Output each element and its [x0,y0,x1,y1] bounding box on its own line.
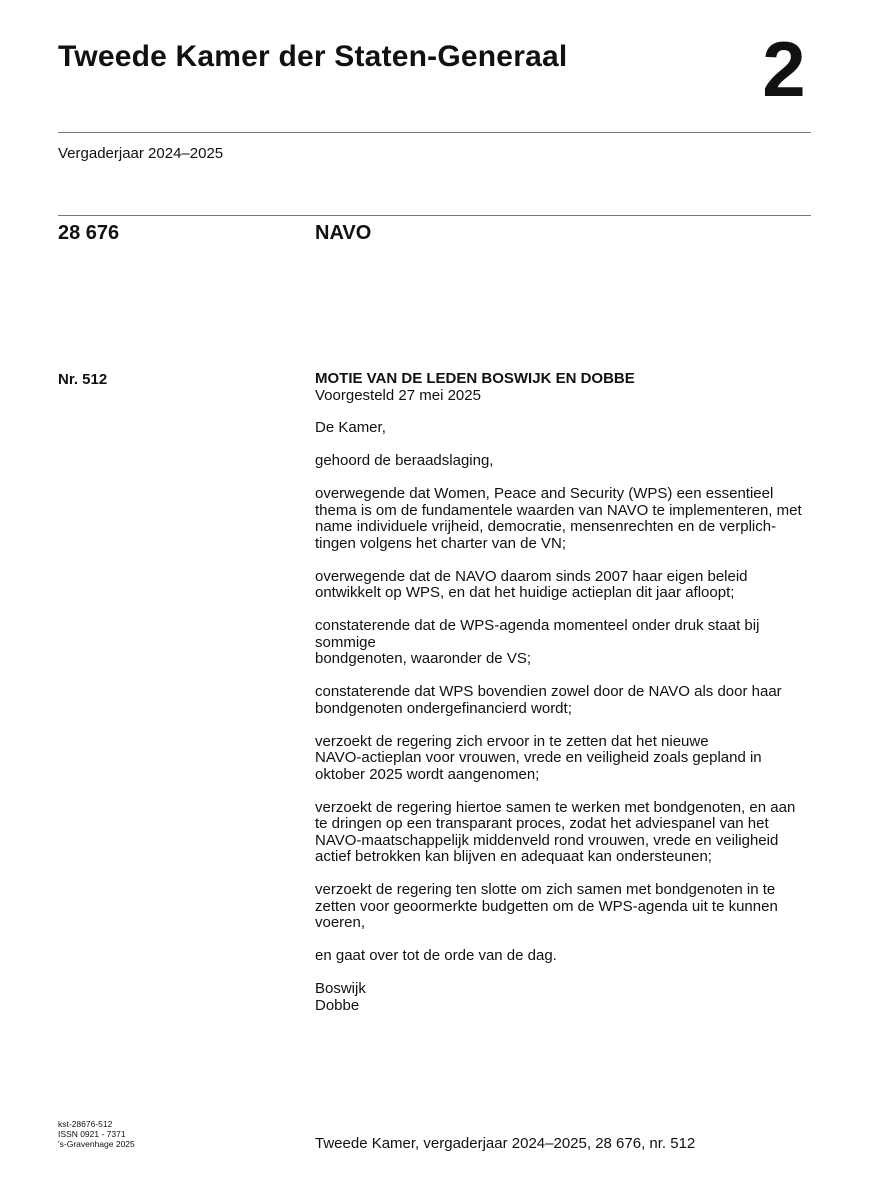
paragraph-line: tingen volgens het charter van de VN; [315,534,566,552]
paragraph-line: NAVO-maatschappelijk middenveld rond vrouwen, vrede en veiligheid [315,831,779,849]
divider-dossier [58,215,811,216]
paragraph-line: gehoord de beraadslaging, [315,452,494,469]
signatory-name: Dobbe [315,996,360,1014]
session-year: Vergaderjaar 2024–2025 [58,145,224,162]
motion-paragraph [315,684,811,717]
colophon-line: kst-28676-512 [58,1119,113,1129]
paragraph-line: constaterende dat de WPS-agenda momenteel onder druk staat bij [315,617,760,634]
dossier-number: 28 676 [58,222,120,244]
motion-signatories [315,981,811,1014]
signatory-name: Boswijk [315,980,366,997]
item-number: Nr. 512 [58,371,108,388]
paragraph-line: voeren, [315,914,366,931]
paragraph-line: NAVO-actieplan voor vrouwen, vrede en veiligheid zoals gepland in [315,749,762,766]
motion-paragraph [315,734,811,784]
paragraph-line: zetten voor geoormerkte budgetten om de WPS-agenda uit te kunnen [315,897,778,915]
paragraph-line: overwegende dat Women, Peace and Security (WPS) een essentieel [315,485,774,502]
paragraph-line: te dringen op een transparant proces, zodat het adviespanel van het [315,815,769,832]
paragraph-line: thema is om de fundamentele waarden van NAVO te implementeren, met [315,501,802,519]
paragraph-line: overwegende dat de NAVO daarom sinds 2007 haar eigen beleid [315,567,748,585]
motion-paragraph [315,453,811,470]
paragraph-line: name individuele vrijheid, democratie, mensenrechten en de verplich- [315,518,777,535]
paragraph-line: bondgenoten, waaronder de VS; [315,650,531,667]
divider-top [58,132,811,133]
motion-proposed-date: Voorgesteld 27 mei 2025 [315,386,481,404]
paragraph-line: verzoekt de regering zich ervoor in te zetten dat het nieuwe [315,732,709,750]
institution-title: Tweede Kamer der Staten-Generaal [58,40,568,73]
colophon-line: ISSN 0921 - 7371 [58,1129,126,1139]
motion-paragraph [315,569,811,602]
motion-paragraph [315,948,811,965]
motion-paragraphs [315,453,811,965]
paragraph-line: verzoekt de regering ten slotte om zich samen met bondgenoten in te [315,881,776,898]
footer-citation: Tweede Kamer, vergaderjaar 2024–2025, 28 676, nr. 512 [315,1135,696,1152]
dossier-title: NAVO [315,222,372,244]
motion-paragraph [315,882,811,932]
paragraph-line: en gaat over tot de orde van de dag. [315,947,557,964]
paragraph-line: oktober 2025 wordt aangenomen; [315,765,540,783]
paragraph-line: sommige [315,633,376,651]
motion-paragraph [315,486,811,552]
page-number: 2 [762,25,806,113]
motion-paragraph [315,618,811,668]
paragraph-line: verzoekt de regering hiertoe samen te werken met bondgenoten, en aan [315,798,796,816]
motion-body [315,371,811,1014]
paragraph-line: actief betrokken kan blijven en adequaat kan ondersteunen; [315,848,712,865]
colophon-line: 's-Gravenhage 2025 [58,1139,135,1149]
paragraph-line: ontwikkelt op WPS, en dat het huidige actieplan dit jaar afloopt; [315,584,735,601]
motion-addressee: De Kamer, [315,419,386,436]
motion-paragraph [315,800,811,866]
colophon [58,1119,135,1149]
paragraph-line: bondgenoten ondergefinancierd wordt; [315,699,572,717]
paragraph-line: constaterende dat WPS bovendien zowel door de NAVO als door haar [315,683,782,700]
motion-title: MOTIE VAN DE LEDEN BOSWIJK EN DOBBE [315,370,635,387]
